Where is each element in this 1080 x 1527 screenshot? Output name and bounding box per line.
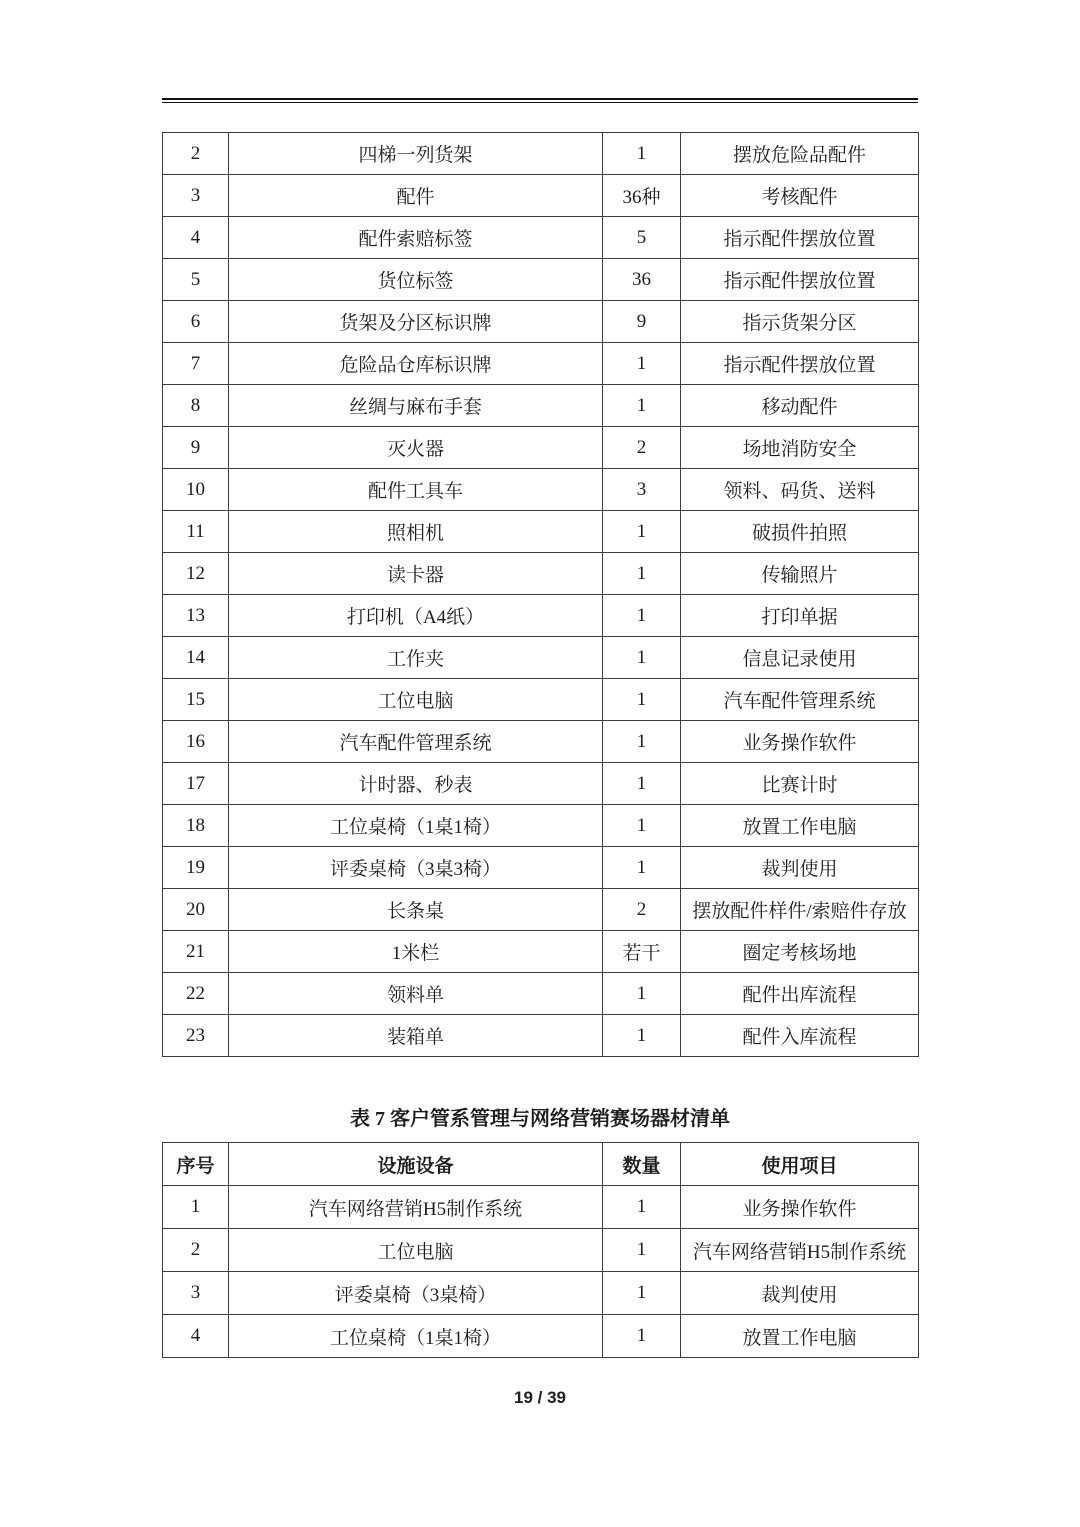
table-cell: 1 (603, 721, 681, 763)
table-cell: 长条桌 (229, 889, 603, 931)
table-cell: 15 (163, 679, 229, 721)
table-cell: 领料单 (229, 973, 603, 1015)
table-cell: 摆放配件样件/索赔件存放 (681, 889, 919, 931)
table-cell: 2 (603, 889, 681, 931)
table-row (163, 847, 919, 889)
table-cell: 丝绸与麻布手套 (229, 385, 603, 427)
table-cell: 11 (163, 511, 229, 553)
table-cell: 配件索赔标签 (229, 217, 603, 259)
table-cell: 裁判使用 (681, 847, 919, 889)
table-cell: 9 (603, 301, 681, 343)
table-cell: 灭火器 (229, 427, 603, 469)
table-cell: 配件出库流程 (681, 973, 919, 1015)
table-row (163, 343, 919, 385)
table7-caption: 表 7 客户管系管理与网络营销赛场器材清单 (350, 1108, 730, 1130)
table-row (163, 721, 919, 763)
table-row (163, 973, 919, 1015)
table-cell: 场地消防安全 (681, 427, 919, 469)
table-cell: 1 (603, 847, 681, 889)
table-row (163, 511, 919, 553)
table-row (163, 931, 919, 973)
table-cell: 1 (603, 385, 681, 427)
table-row (163, 889, 919, 931)
table-cell: 20 (163, 889, 229, 931)
table-cell: 配件 (229, 175, 603, 217)
table-cell: 21 (163, 931, 229, 973)
table-cell: 1 (603, 679, 681, 721)
table-cell: 1 (603, 553, 681, 595)
table-cell: 读卡器 (229, 553, 603, 595)
table-cell: 1 (603, 343, 681, 385)
table-cell: 36种 (603, 175, 681, 217)
table-header-cell: 使用项目 (681, 1143, 919, 1186)
table-cell: 打印单据 (681, 595, 919, 637)
table-cell: 2 (163, 1229, 229, 1272)
table-cell: 23 (163, 1015, 229, 1057)
table-row (163, 763, 919, 805)
table-row (163, 259, 919, 301)
table-cell: 业务操作软件 (681, 1186, 919, 1229)
table-cell: 业务操作软件 (681, 721, 919, 763)
table-cell: 1 (603, 595, 681, 637)
table-cell: 信息记录使用 (681, 637, 919, 679)
equipment-list-table-continued (162, 132, 919, 1057)
table-cell: 1 (603, 1186, 681, 1229)
table-cell: 工位桌椅（1桌1椅） (229, 1315, 603, 1358)
table-header-row (163, 1143, 919, 1186)
table-cell: 1 (603, 133, 681, 175)
table-cell: 1 (603, 973, 681, 1015)
table-cell: 工位桌椅（1桌1椅） (229, 805, 603, 847)
table-cell: 10 (163, 469, 229, 511)
table-cell: 照相机 (229, 511, 603, 553)
table-cell: 考核配件 (681, 175, 919, 217)
table-cell: 7 (163, 343, 229, 385)
table-cell: 货架及分区标识牌 (229, 301, 603, 343)
table-row (163, 217, 919, 259)
table-cell: 四梯一列货架 (229, 133, 603, 175)
table-cell: 16 (163, 721, 229, 763)
table-cell: 工位电脑 (229, 1229, 603, 1272)
page-header-rule (162, 98, 918, 103)
table-cell: 工作夹 (229, 637, 603, 679)
table-cell: 1 (603, 763, 681, 805)
table-cell: 传输照片 (681, 553, 919, 595)
table-cell: 1 (603, 1315, 681, 1358)
table-cell: 13 (163, 595, 229, 637)
table-cell: 裁判使用 (681, 1272, 919, 1315)
table-cell: 领料、码货、送料 (681, 469, 919, 511)
table-row (163, 595, 919, 637)
table-row (163, 679, 919, 721)
table-cell: 汽车网络营销H5制作系统 (681, 1229, 919, 1272)
table-cell: 配件入库流程 (681, 1015, 919, 1057)
table-cell: 1 (603, 511, 681, 553)
table-cell: 22 (163, 973, 229, 1015)
table-cell: 指示配件摆放位置 (681, 259, 919, 301)
table-header-cell: 数量 (603, 1143, 681, 1186)
table-cell: 3 (163, 1272, 229, 1315)
table-cell: 2 (603, 427, 681, 469)
table-cell: 摆放危险品配件 (681, 133, 919, 175)
page-number-indicator: 19 / 39 (514, 1388, 566, 1407)
table-cell: 1米栏 (229, 931, 603, 973)
table-header-cell: 设施设备 (229, 1143, 603, 1186)
table-cell: 3 (603, 469, 681, 511)
table-cell: 评委桌椅（3桌3椅） (229, 847, 603, 889)
table-cell: 4 (163, 1315, 229, 1358)
table-row (163, 301, 919, 343)
table-cell: 36 (603, 259, 681, 301)
table-row (163, 1315, 919, 1358)
table-cell: 3 (163, 175, 229, 217)
table-cell: 移动配件 (681, 385, 919, 427)
table-row (163, 805, 919, 847)
table7-equipment-list (162, 1142, 919, 1358)
table-cell: 12 (163, 553, 229, 595)
table-row (163, 1229, 919, 1272)
table-cell: 1 (603, 1229, 681, 1272)
table-row (163, 175, 919, 217)
table-cell: 8 (163, 385, 229, 427)
table-header-cell: 序号 (163, 1143, 229, 1186)
table-cell: 汽车配件管理系统 (229, 721, 603, 763)
table-cell: 放置工作电脑 (681, 1315, 919, 1358)
table-cell: 1 (603, 805, 681, 847)
table-cell: 19 (163, 847, 229, 889)
table-cell: 评委桌椅（3桌椅） (229, 1272, 603, 1315)
table-row (163, 133, 919, 175)
table-cell: 装箱单 (229, 1015, 603, 1057)
table-cell: 1 (603, 1015, 681, 1057)
table-cell: 5 (163, 259, 229, 301)
table-cell: 17 (163, 763, 229, 805)
table-cell: 放置工作电脑 (681, 805, 919, 847)
table-cell: 打印机（A4纸） (229, 595, 603, 637)
table-row (163, 385, 919, 427)
table-cell: 6 (163, 301, 229, 343)
table-cell: 1 (163, 1186, 229, 1229)
table-cell: 指示配件摆放位置 (681, 217, 919, 259)
table-row (163, 469, 919, 511)
table-cell: 工位电脑 (229, 679, 603, 721)
table-cell: 汽车网络营销H5制作系统 (229, 1186, 603, 1229)
table-cell: 指示货架分区 (681, 301, 919, 343)
table-cell: 5 (603, 217, 681, 259)
table-cell: 4 (163, 217, 229, 259)
table-row (163, 1186, 919, 1229)
table-cell: 若干 (603, 931, 681, 973)
table-row (163, 553, 919, 595)
table-cell: 指示配件摆放位置 (681, 343, 919, 385)
table-cell: 配件工具车 (229, 469, 603, 511)
table-cell: 计时器、秒表 (229, 763, 603, 805)
table-cell: 汽车配件管理系统 (681, 679, 919, 721)
table-cell: 货位标签 (229, 259, 603, 301)
table-cell: 破损件拍照 (681, 511, 919, 553)
table-row (163, 1272, 919, 1315)
table-row (163, 1015, 919, 1057)
table-row (163, 637, 919, 679)
table-cell: 1 (603, 637, 681, 679)
table-cell: 9 (163, 427, 229, 469)
table-cell: 危险品仓库标识牌 (229, 343, 603, 385)
table-row (163, 427, 919, 469)
table-cell: 圈定考核场地 (681, 931, 919, 973)
table-cell: 1 (603, 1272, 681, 1315)
table-cell: 比赛计时 (681, 763, 919, 805)
table-cell: 2 (163, 133, 229, 175)
table-cell: 14 (163, 637, 229, 679)
table-cell: 18 (163, 805, 229, 847)
